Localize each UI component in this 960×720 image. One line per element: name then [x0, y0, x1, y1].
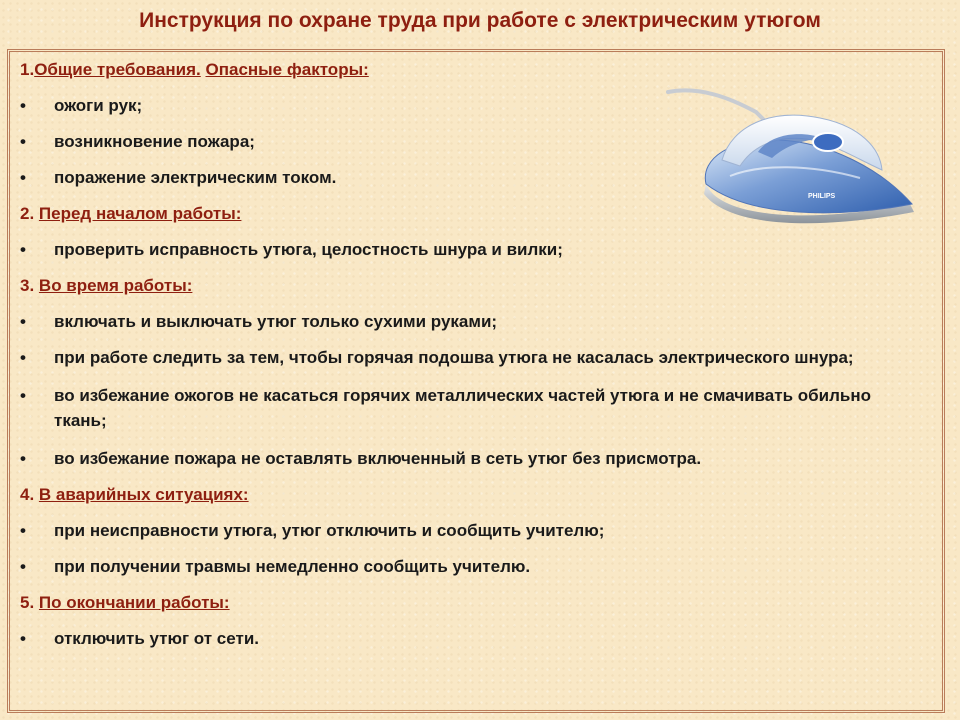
list-item: • поражение электрическим током. [20, 160, 920, 196]
iron-cord [668, 90, 764, 120]
section-title: Во время работы: [38, 276, 193, 295]
bullet-icon: • [20, 168, 26, 187]
bullet-icon: • [20, 521, 26, 540]
bullet-icon: • [20, 386, 26, 405]
section-number: 1. [20, 60, 35, 79]
section-heading-during-work [20, 268, 920, 304]
iron-temperature-dial [813, 133, 843, 151]
section-title: Перед началом работы: [38, 204, 242, 223]
section-title: Общие требования. [34, 60, 201, 79]
list-item: • при получении травмы немедленно сообщить учителю. [20, 549, 920, 585]
bullet-icon: • [20, 240, 26, 259]
section-number: 5. [20, 593, 35, 612]
list-item: • при неисправности утюга, утюг отключить и сообщить учителю; [20, 513, 920, 549]
section-title: По окончании работы: [38, 593, 230, 612]
section-number: 2. [20, 204, 35, 223]
bullet-icon: • [20, 96, 26, 115]
bullet-icon: • [20, 312, 26, 331]
section-number: 3. [20, 276, 35, 295]
iron-brand-label: PHILIPS [808, 193, 836, 200]
list-item: • во избежание пожара не оставлять включенный в сеть утюг без присмотра. [20, 441, 920, 477]
list-item: • проверить исправность утюга, целостность шнура и вилки; [20, 232, 920, 268]
section-title: В аварийных ситуациях: [38, 485, 249, 504]
list-item: • ожоги рук; [20, 88, 920, 124]
bullet-icon: • [20, 557, 26, 576]
section-number: 4. [20, 485, 35, 504]
list-item: • отключить утюг от сети. [20, 621, 920, 657]
section-heading-after-work [20, 585, 920, 621]
bullet-icon: • [20, 348, 26, 367]
iron-illustration [660, 78, 922, 233]
page-title: Инструкция по охране труда при работе с электрическим утюгом [139, 9, 821, 32]
bullet-icon: • [20, 449, 26, 468]
bullet-icon: • [20, 629, 26, 648]
list-item: • во избежание ожогов не касаться горячих металлических частей утюга и не смачивать обильно ткань; [20, 378, 920, 441]
list-item: • включать и выключать утюг только сухими руками; [20, 304, 920, 340]
list-item: • при работе следить за тем, чтобы горячая подошва утюга не касалась электрического шнура; [20, 340, 920, 378]
bullet-icon: • [20, 132, 26, 151]
list-item: • возникновение пожара; [20, 124, 920, 160]
section-heading-emergency [20, 477, 920, 513]
section-subtitle: Опасные факторы: [205, 60, 369, 79]
